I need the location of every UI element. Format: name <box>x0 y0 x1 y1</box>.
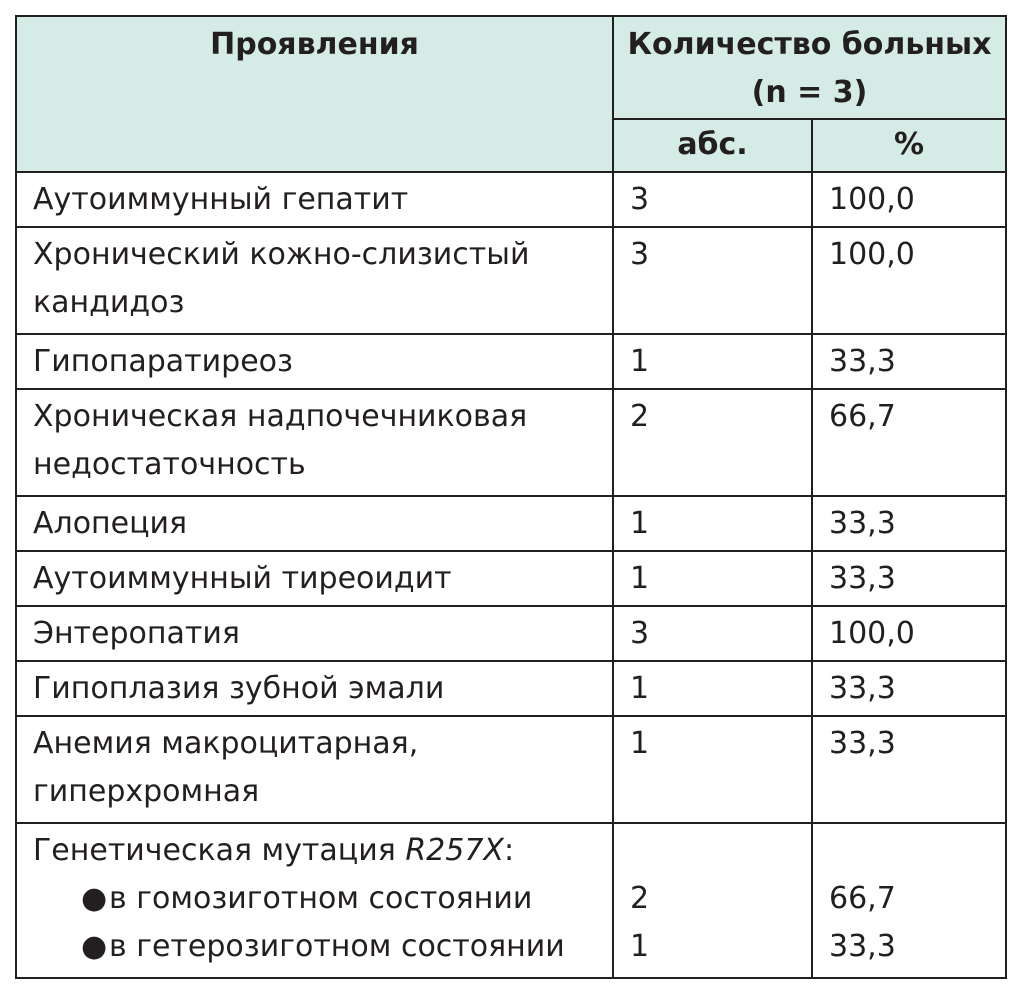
row-percent: 100,0 <box>812 172 1006 227</box>
header-percent: % <box>812 119 1006 172</box>
mutation-abs: 2 <box>630 881 650 916</box>
row-label <box>16 227 613 334</box>
row-label <box>16 716 613 823</box>
row-abs: 3 <box>613 227 812 334</box>
mutation-item-heterozygous: ●в гетерозиготном состоянии <box>33 923 602 971</box>
table-header <box>16 16 1006 172</box>
row-label: Гипоплазия зубной эмали <box>16 661 613 716</box>
row-label-line: недостаточность <box>33 447 306 482</box>
mutation-abs: 1 <box>630 929 650 964</box>
row-label-line: Хроническая надпочечниковая <box>33 399 528 434</box>
row-abs: 1 <box>613 334 812 389</box>
row-abs: 3 <box>613 606 812 661</box>
row-percent: 33,3 <box>812 716 1006 823</box>
header-manifestations: Проявления <box>16 16 613 172</box>
table-row <box>16 661 1006 716</box>
mutation-item-homozygous: ●в гомозиготном состоянии <box>33 875 602 923</box>
row-label: Гипопаратиреоз <box>16 334 613 389</box>
row-percent: 33,3 <box>812 551 1006 606</box>
table-row <box>16 227 1006 334</box>
mutation-label-cell <box>16 823 613 978</box>
mutation-percent: 33,3 <box>829 929 896 964</box>
row-abs: 1 <box>613 716 812 823</box>
mutation-gene: R257X <box>405 833 504 868</box>
row-abs: 1 <box>613 551 812 606</box>
bullet-icon: ● <box>81 881 108 916</box>
row-label-line: Анемия макроцитарная, <box>33 726 419 761</box>
table-row <box>16 551 1006 606</box>
row-label: Аутоиммунный гепатит <box>16 172 613 227</box>
row-percent: 33,3 <box>812 661 1006 716</box>
header-patient-count <box>613 16 1006 119</box>
mutation-abs-cell <box>613 823 812 978</box>
table-row <box>16 496 1006 551</box>
table-row <box>16 334 1006 389</box>
row-percent: 100,0 <box>812 227 1006 334</box>
mutation-percent: 66,7 <box>829 881 896 916</box>
header-count-n: (n = 3) <box>751 75 868 110</box>
header-abs: абс. <box>613 119 812 172</box>
row-label-line: кандидоз <box>33 285 185 320</box>
mutation-title: Генетическая мутация R257X: <box>33 833 515 868</box>
bullet-icon: ● <box>81 929 108 964</box>
table-row <box>16 606 1006 661</box>
table-row <box>16 389 1006 496</box>
manifestations-table <box>15 15 1007 979</box>
row-abs: 1 <box>613 496 812 551</box>
header-count-title: Количество больных <box>627 27 992 62</box>
table-body <box>16 172 1006 978</box>
row-percent: 66,7 <box>812 389 1006 496</box>
row-percent: 33,3 <box>812 334 1006 389</box>
row-label: Аутоиммунный тиреоидит <box>16 551 613 606</box>
row-abs: 1 <box>613 661 812 716</box>
row-label-line: Хронический кожно-слизистый <box>33 237 530 272</box>
row-abs: 3 <box>613 172 812 227</box>
row-percent: 33,3 <box>812 496 1006 551</box>
table-row <box>16 172 1006 227</box>
mutation-row <box>16 823 1006 978</box>
row-label-line: гиперхромная <box>33 774 260 809</box>
table-row <box>16 716 1006 823</box>
row-label <box>16 389 613 496</box>
mutation-percent-cell <box>812 823 1006 978</box>
row-label: Алопеция <box>16 496 613 551</box>
row-percent: 100,0 <box>812 606 1006 661</box>
row-abs: 2 <box>613 389 812 496</box>
row-label: Энтеропатия <box>16 606 613 661</box>
